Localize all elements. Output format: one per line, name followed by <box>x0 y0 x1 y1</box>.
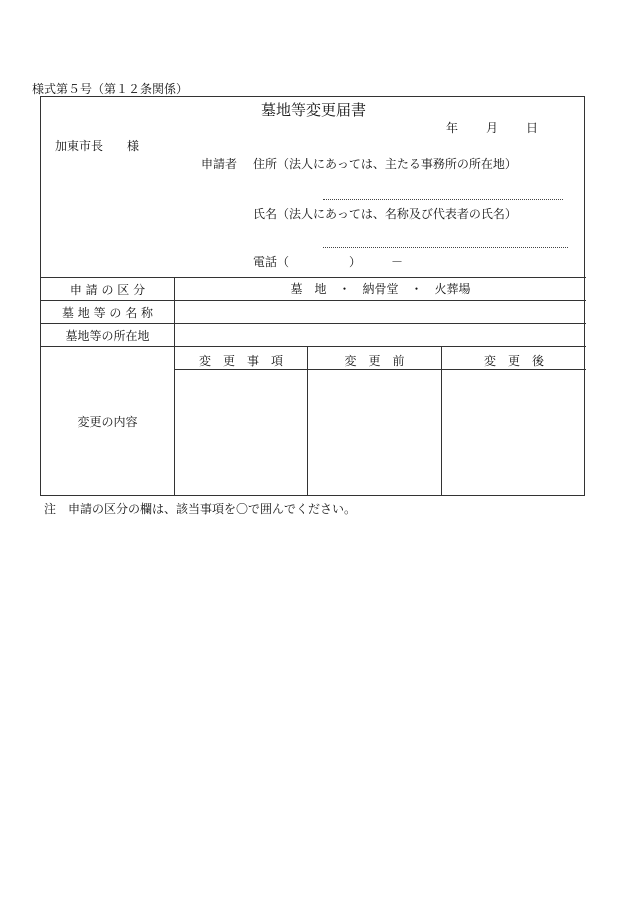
change-item-field[interactable] <box>177 372 305 492</box>
site-name-label: 墓 地 等 の 名 称 <box>61 306 154 320</box>
date-day: 日 <box>526 121 539 135</box>
application-form <box>40 96 585 496</box>
name-label: 氏名（法人にあっては、名称及び代表者の氏名） <box>253 207 517 221</box>
address-fill-line[interactable] <box>323 199 563 200</box>
row-divider <box>41 346 586 347</box>
site-location-label: 墓地等の所在地 <box>65 329 150 343</box>
phone-label: 電話（ ） － <box>253 255 404 269</box>
column-header-before: 変 更 前 <box>344 354 405 368</box>
date-line <box>446 119 538 136</box>
footnote: 注 申請の区分の欄は、該当事項を〇で囲んでください。 <box>44 502 357 516</box>
form-code: 様式第５号（第１２条関係） <box>32 82 189 96</box>
row-divider <box>174 369 586 370</box>
addressee: 加東市長 様 <box>55 139 140 153</box>
change-after-field[interactable] <box>444 372 582 492</box>
column-header-item: 変 更 事 項 <box>198 354 283 368</box>
row-divider <box>41 300 586 301</box>
applicant-label: 申請者 <box>201 157 238 171</box>
category-options[interactable]: 墓 地 ・ 納骨堂 ・ 火葬場 <box>290 282 471 296</box>
site-name-field[interactable] <box>181 302 581 320</box>
site-location-field[interactable] <box>181 325 581 343</box>
name-fill-line[interactable] <box>323 247 568 248</box>
category-label: 申 請 の 区 分 <box>69 283 146 297</box>
address-label: 住所（法人にあっては、主たる事務所の所在地） <box>253 157 517 171</box>
form-title: 墓地等変更届書 <box>260 101 366 119</box>
date-year: 年 <box>446 121 459 135</box>
change-before-field[interactable] <box>310 372 438 492</box>
column-header-after: 変 更 後 <box>483 354 544 368</box>
date-month: 月 <box>486 121 499 135</box>
row-divider <box>41 277 586 278</box>
change-details-label: 変更の内容 <box>77 415 138 429</box>
column-divider <box>174 277 175 496</box>
row-divider <box>41 323 586 324</box>
